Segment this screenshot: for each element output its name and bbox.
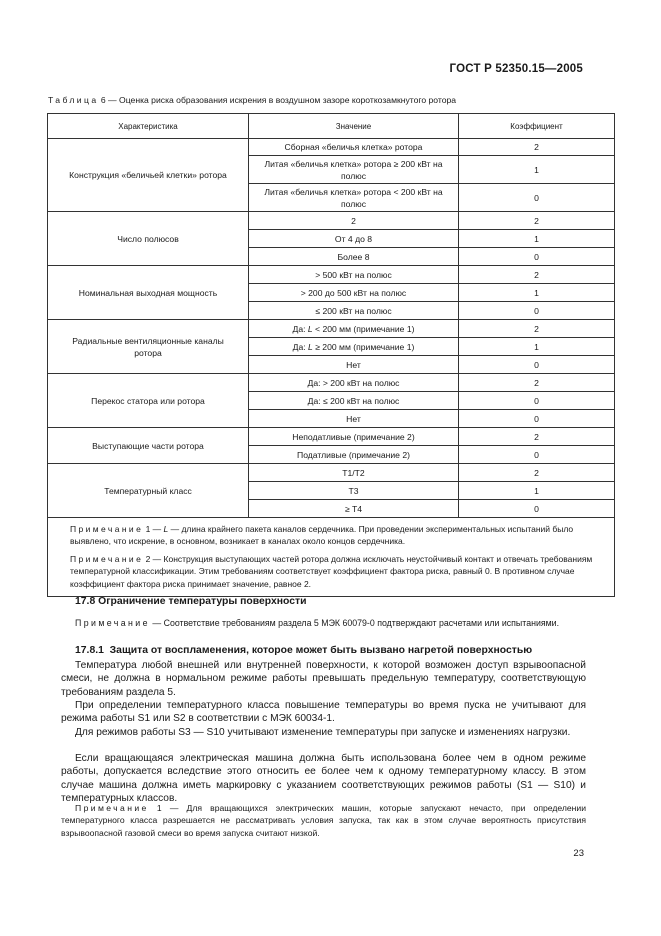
characteristic-cell: Номинальная выходная мощность	[48, 266, 249, 320]
characteristic-cell: Выступающие части ротора	[48, 428, 249, 464]
paragraph: Если вращающаяся электрическая машина должна быть использована более чем в одном режиме работы, допускается вследствие этого относить ее более чем к одному температурному классу. В этом случае машина должна иметь маркировку с указанием соответствующих режимов работы (S1 — S10) и температурных классов.	[61, 753, 586, 804]
value-cell	[249, 320, 459, 338]
value-cell: Податливые (примечание 2)	[249, 446, 459, 464]
table-row	[48, 464, 615, 482]
coef-cell: 0	[459, 184, 615, 212]
paragraph: При определении температурного класса повышение температуры во время пуска не учитывают для режима работы S1 или S2 в соответствии с МЭК 60034-1.	[61, 700, 586, 725]
coef-cell: 0	[459, 446, 615, 464]
characteristic-cell: Перекос статора или ротора	[48, 374, 249, 428]
document-code: ГОСТ Р 52350.15—2005	[449, 63, 583, 75]
value-cell: Литая «беличья клетка» ротора < 200 кВт на полюс	[249, 184, 459, 212]
coef-cell: 2	[459, 428, 615, 446]
paragraph: Для режимов работы S3 — S10 учитывают изменение температуры при запуске и изменениях нагрузки.	[75, 727, 571, 738]
table-header-row	[48, 114, 615, 139]
table-notes	[48, 518, 615, 597]
column-header: Коэффициент	[459, 114, 615, 139]
value-cell: Да: > 200 кВт на полюс	[249, 374, 459, 392]
section-note	[61, 617, 586, 630]
coef-cell: 0	[459, 500, 615, 518]
value-cell	[249, 338, 459, 356]
value-cell: T1/T2	[249, 464, 459, 482]
table-caption-text: 6 — Оценка риска образования искрения в воздушном зазоре короткозамкнутого ротора	[98, 95, 457, 105]
note-number: 1 —	[143, 524, 164, 534]
coef-cell: 1	[459, 284, 615, 302]
coef-cell: 1	[459, 338, 615, 356]
characteristic-cell: Радиальные вентиляционные каналы ротора	[48, 320, 249, 374]
coef-cell: 2	[459, 266, 615, 284]
paragraph: Температура любой внешней или внутренней поверхности, к которой возможен доступ взрывоопасной смеси, не должна в нормальном режиме работы превышать предельную температуру, соответствующую требованиям раздела 5.	[61, 660, 586, 698]
bottom-note	[61, 802, 586, 839]
coef-cell: 2	[459, 464, 615, 482]
coef-cell: 2	[459, 139, 615, 156]
value-cell: От 4 до 8	[249, 230, 459, 248]
note-label: Примечание	[70, 553, 144, 564]
note-text: 2 — Конструкция выступающих частей ротора должна исключать неустойчивый контакт и отвечать требованиям температурной классификации. Этим требованиям соответствует коэффициент фактора риска, равный 0. В противном случае коэффициент фактора риска принимает значение, равное 2.	[70, 553, 593, 589]
coef-cell: 2	[459, 374, 615, 392]
page-number: 23	[573, 848, 584, 859]
value-cell: T3	[249, 482, 459, 500]
notes-row	[48, 518, 615, 597]
column-header: Характеристика	[48, 114, 249, 139]
table-row	[48, 139, 615, 156]
subsection-number: 17.8.1	[75, 645, 104, 656]
value-symbol: L	[308, 341, 313, 352]
value-cell: Сборная «беличья клетка» ротора	[249, 139, 459, 156]
table-note-2	[70, 553, 606, 590]
value-cell: Нет	[249, 356, 459, 374]
value-cell: Неподатливые (примечание 2)	[249, 428, 459, 446]
coef-cell: 0	[459, 356, 615, 374]
characteristic-cell: Конструкция «беличьей клетки» ротора	[48, 139, 249, 212]
note-symbol: L	[163, 524, 169, 534]
table-note-1	[70, 523, 606, 548]
value-symbol: L	[307, 323, 313, 334]
note-label: Примечание	[70, 524, 144, 534]
value-suffix: ≥ 200 мм (примечание 1)	[312, 341, 415, 352]
note-label: Примечание	[75, 618, 150, 628]
note-text: — длина крайнего пакета каналов сердечника. При проведении экспериментальных испытаний было выявлено, что искрение, в основном, возникает в каналах около концов сердечника.	[70, 524, 574, 547]
table-caption	[48, 95, 456, 105]
table-row	[48, 266, 615, 284]
table-caption-label: Таблица	[48, 95, 99, 105]
value-cell: 2	[249, 212, 459, 230]
coef-cell: 0	[459, 410, 615, 428]
note-label: Примечание	[75, 803, 149, 813]
coef-cell: 0	[459, 248, 615, 266]
coef-cell: 1	[459, 482, 615, 500]
coef-cell: 0	[459, 302, 615, 320]
value-cell: ≥ T4	[249, 500, 459, 518]
table-row	[48, 212, 615, 230]
table-row	[48, 374, 615, 392]
coef-cell: 1	[459, 230, 615, 248]
section-heading: 17.8 Ограничение температуры поверхности	[75, 596, 307, 607]
note-text: — Соответствие требованиям раздела 5 МЭК 60079-0 подтверждают расчетами или испытаниями.	[149, 618, 560, 628]
value-cell: Более 8	[249, 248, 459, 266]
characteristic-cell: Число полюсов	[48, 212, 249, 266]
note-text: 1 — Для вращающихся электрических машин, которые запускают нечасто, при определении температурного класса разрешается не рассматривать условия запуска, так как в этом случае вероятность присутствия взрывоопасной газовой смеси во время запуска считают низкой.	[61, 803, 586, 838]
coef-cell: 2	[459, 212, 615, 230]
value-prefix: Да:	[292, 341, 309, 352]
value-prefix: Да:	[292, 323, 308, 334]
coef-cell: 1	[459, 156, 615, 184]
value-cell: ≤ 200 кВт на полюс	[249, 302, 459, 320]
characteristic-cell: Температурный класс	[48, 464, 249, 518]
value-cell: Да: ≤ 200 кВт на полюс	[249, 392, 459, 410]
table-row	[48, 320, 615, 338]
value-cell: Нет	[249, 410, 459, 428]
table-row	[48, 428, 615, 446]
column-header: Значение	[249, 114, 459, 139]
subsection-title: Защита от воспламенения, которое может быть вызвано нагретой поверхностью	[109, 645, 533, 656]
coef-cell: 2	[459, 320, 615, 338]
subsection-heading	[75, 645, 532, 656]
value-cell: > 200 до 500 кВт на полюс	[249, 284, 459, 302]
value-cell: > 500 кВт на полюс	[249, 266, 459, 284]
value-cell: Литая «беличья клетка» ротора ≥ 200 кВт на полюс	[249, 156, 459, 184]
risk-table	[47, 113, 615, 597]
coef-cell: 0	[459, 392, 615, 410]
value-suffix: < 200 мм (примечание 1)	[312, 323, 415, 334]
